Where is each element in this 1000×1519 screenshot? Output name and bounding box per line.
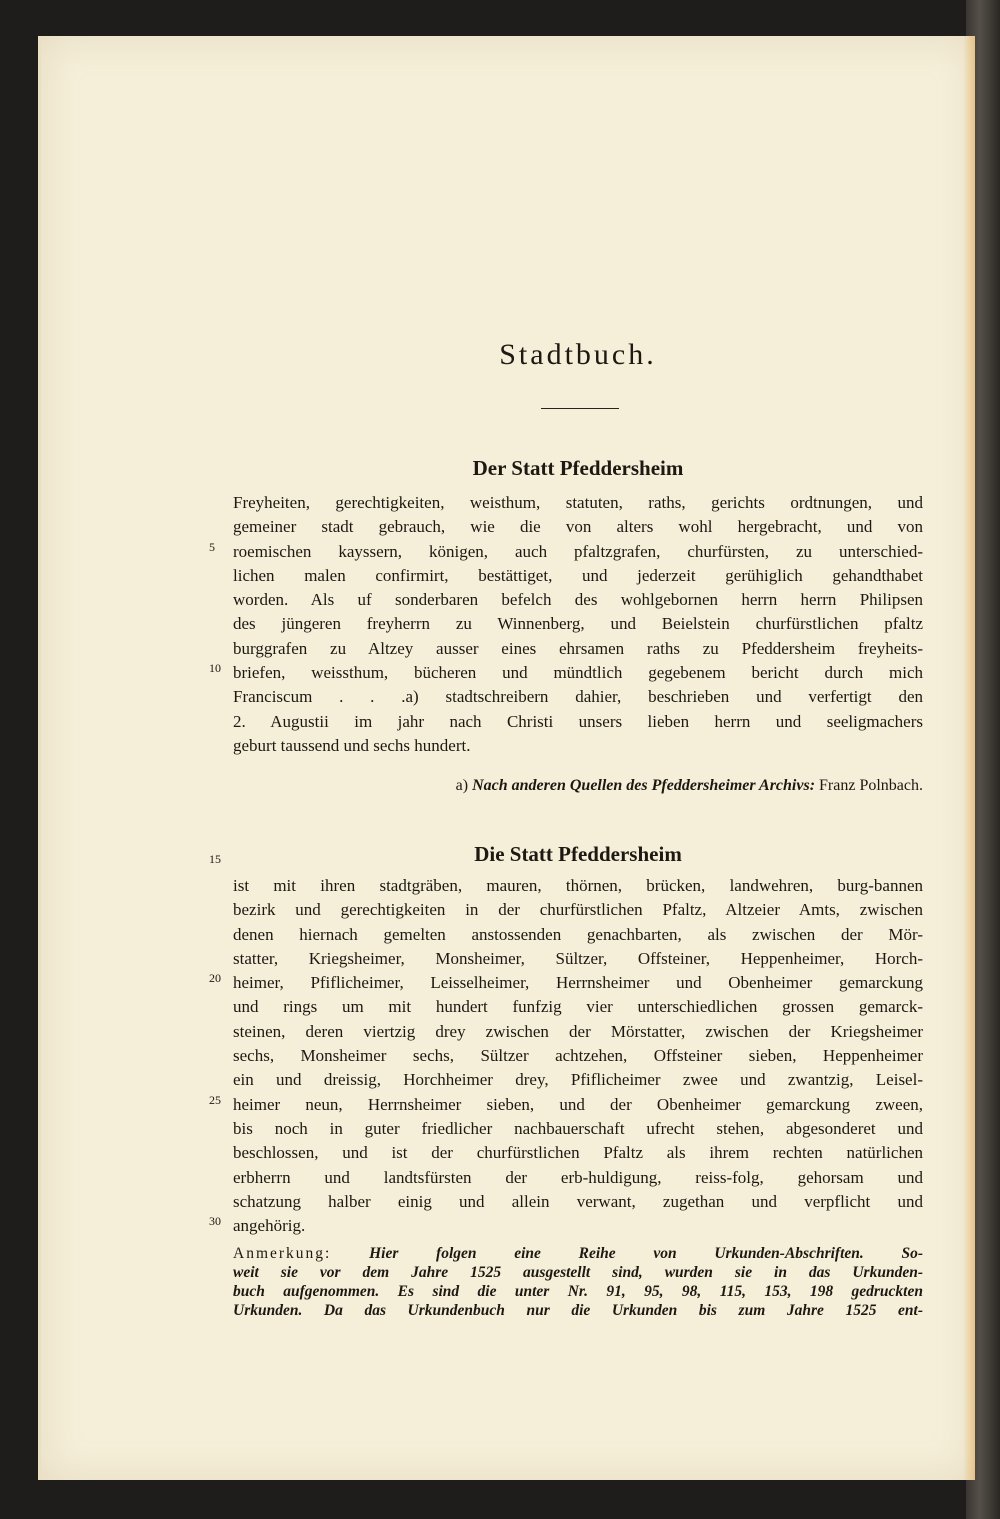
page-title: Stadtbuch.	[499, 338, 657, 371]
text-line: briefen, weissthum, bücheren und mündtlich gegebenem bericht durch mich	[233, 663, 923, 683]
text-line: des jüngeren freyherrn zu Winnenberg, und Beielstein churfürstlichen pfaltz	[233, 614, 923, 634]
footnote	[233, 776, 923, 795]
text-line: bis noch in guter friedlicher nachbauerschaft ufrecht stehen, abgesonderet und	[233, 1118, 923, 1138]
text-line: angehörig.	[233, 1216, 306, 1236]
text-line: erbherrn und landtsfürsten der erb-huldigung, reiss-folg, gehorsam und	[233, 1167, 923, 1187]
section-2-text	[209, 874, 923, 1238]
book-page	[38, 36, 975, 1480]
text-line: ist mit ihren stadtgräben, mauren, thörnen, brücken, landwehren, burg-bannen	[233, 876, 923, 895]
text-line: Freyheiten, gerechtigkeiten, weisthum, statuten, raths, gerichts ordtnungen, und	[233, 493, 923, 512]
text-line: gemeiner stadt gebrauch, wie die von alters wohl hergebracht, und von	[233, 517, 923, 537]
line-number: 5	[209, 539, 215, 554]
text-line: geburt taussend und sechs hundert.	[233, 735, 471, 755]
line-number: 10	[209, 661, 221, 675]
note-line: weit sie vor dem Jahre 1525 ausgestellt sind, wurden sie in das Urkunden-	[233, 1264, 923, 1281]
page-edge-tint	[963, 36, 975, 1480]
text-line: burggrafen zu Altzey ausser eines ehrsamen raths zu Pfeddersheim freyheits-	[233, 638, 923, 658]
annotation-note	[233, 1244, 923, 1320]
line-number: 15	[209, 852, 221, 866]
footnote-italic: Nach anderen Quellen des Pfeddersheimer Archivs:	[472, 777, 816, 794]
text-line: beschlossen, und ist der churfürstlichen Pfaltz als ihrem rechten natürlichen	[233, 1143, 923, 1163]
text-line: roemischen kayssern, königen, auch pfaltzgrafen, churfürsten, zu unterschied-	[233, 541, 923, 561]
text-line: Franciscum . . .a) stadtschreibern dahier, beschrieben und verfertigt den	[233, 687, 923, 707]
footnote-label: a)	[455, 777, 469, 794]
section-1-text	[209, 491, 923, 758]
line-number: 20	[209, 971, 221, 985]
text-line: lichen malen confirmirt, bestättiget, und jederzeit gerühiglich gehandthabet	[233, 565, 923, 585]
text-line: statter, Kriegsheimer, Monsheimer, Sültzer, Offsteiner, Heppenheimer, Horch-	[233, 948, 923, 968]
line-number: 30	[209, 1214, 221, 1228]
text-line: sechs, Monsheimer sechs, Sültzer achtzehen, Offsteiner sieben, Heppenheimer	[233, 1046, 923, 1066]
text-line: heimer neun, Herrnsheimer sieben, und der Obenheimer gemarckung zween,	[233, 1094, 923, 1114]
title-rule	[541, 408, 619, 409]
text-line: denen hiernach gemelten anstossenden genachbarten, als zwischen der Mör-	[233, 924, 923, 944]
text-line: ein und dreissig, Horchheimer drey, Pfiflicheimer zwee und zwantzig, Leisel-	[233, 1070, 923, 1090]
text-line: 2. Augustii im jahr nach Christi unsers lieben herrn und seeligmachers	[233, 711, 923, 731]
note-line: Urkunden. Da das Urkundenbuch nur die Urkunden bis zum Jahre 1525 ent-	[233, 1302, 923, 1319]
section-heading-1: Der Statt Pfeddersheim	[472, 456, 684, 480]
text-line: worden. Als uf sonderbaren befelch des wohlgebornen herrn herrn Philipsen	[233, 590, 923, 610]
footnote-text: Franz Polnbach.	[819, 777, 923, 794]
text-line: und rings um mit hundert funfzig vier unterschiedlichen grossen gemarck-	[233, 997, 923, 1017]
text-line: steinen, deren viertzig drey zwischen der Mörstatter, zwischen der Kriegsheimer	[233, 1021, 923, 1041]
note-line: buch aufgenommen. Es sind die unter Nr. 91, 95, 98, 115, 153, 198 gedruckten	[233, 1283, 923, 1300]
note-label: Anmerkung:	[233, 1245, 332, 1262]
section-heading-2: Die Statt Pfeddersheim	[474, 842, 682, 866]
line-number: 25	[209, 1093, 221, 1107]
text-line: schatzung halber einig und allein verwant, zugethan und verpflicht und	[233, 1191, 923, 1211]
note-line	[233, 1244, 923, 1263]
text-line: bezirk und gerechtigkeiten in der churfürstlichen Pfaltz, Altzeier Amts, zwischen	[233, 900, 923, 920]
text-line: heimer, Pfiflicheimer, Leisselheimer, Herrnsheimer und Obenheimer gemarckung	[233, 973, 923, 993]
note-text: Hier folgen eine Reihe von Urkunden-Abschriften. So-	[369, 1245, 924, 1262]
